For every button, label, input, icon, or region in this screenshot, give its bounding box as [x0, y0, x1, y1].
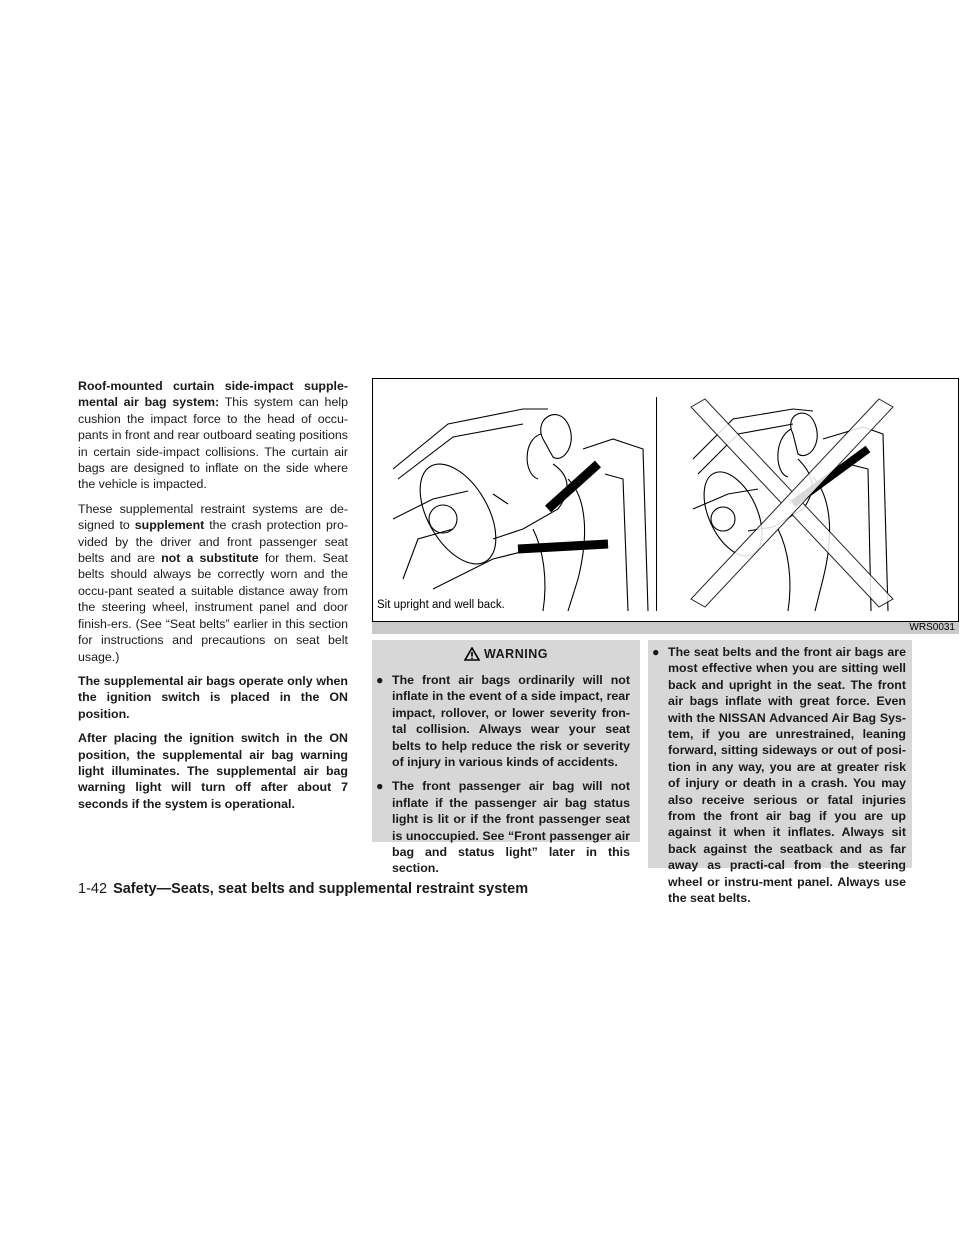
supplement-text-a: These supplemental restraint systems are de-signed to	[78, 501, 348, 533]
figure-caption: Sit upright and well back.	[377, 599, 505, 611]
warning-item-text: The front passenger air bag will not inflate if the passenger air bag status light is lit or if the front passenger seat is unoccupied. See “Front passenger air bag and status light” later in this section.	[392, 779, 630, 876]
warning-box	[372, 640, 960, 906]
figure-code: WRS0031	[909, 622, 955, 633]
paragraph-supplement	[78, 501, 348, 665]
paragraph-ignition-on: The supplemental air bags operate only when the ignition switch is placed in the ON position.	[78, 673, 348, 721]
section-title: Safety—Seats, seat belts and supplemental restraint system	[113, 881, 529, 897]
warning-triangle-icon	[464, 647, 480, 661]
warning-column-2	[648, 640, 912, 906]
correct-posture-drawing	[393, 409, 648, 611]
bullet: ●	[376, 673, 384, 687]
supplement-emphasis: supplement	[134, 518, 205, 533]
not-substitute-emphasis: not a substitute	[161, 551, 259, 566]
warning-item	[376, 778, 630, 876]
warning-item-text: The front air bags ordinarily will not inflate in the event of a side impact, rear impact, rollover, or lower severity fron-tal collision. Always wear your seat belts to help reduce the risk or severity of injury in various kinds of accidents.	[392, 673, 630, 770]
illustration-frame	[372, 378, 959, 622]
supplement-text-e: for them. Seat belts should always be correctly worn and the occu-pant seated a suitable distance away from the steering wheel, instrument panel and door finish-ers. (See “Seat belts” earlier in this section for instructions and precautions on seat belt usage.)	[78, 551, 348, 664]
left-text-column	[78, 378, 348, 820]
shoulder-belt	[548, 464, 598, 509]
warning-item	[376, 672, 630, 770]
lap-belt	[518, 544, 608, 549]
warning-column-1	[372, 668, 640, 876]
warning-item	[652, 644, 906, 907]
supplement-text-c: the crash protection pro-vided by the driver and front passenger seat belts and are	[78, 518, 349, 566]
page-number: 1-42	[78, 881, 108, 897]
warning-item-text: The seat belts and the front air bags are most effective when you are sitting well back and upright in the seat. The front air bags inflate with great force. Even with the NISSAN Advanced Air Bag Sys-tem, if you are unrestrained, leaning forward, sitting sideways or out of posi-tion in any way, you are at greater risk of injury or death in a crash. You may also receive serious or fatal injuries from the front air bag if you are up against it when it inflates. Always sit back against the seatback and as far away as practi-cal from the steering wheel or instru-ment panel. Always use the seat belts.	[668, 645, 906, 906]
bullet: ●	[376, 779, 384, 794]
curtain-airbag-heading: Roof-mounted curtain side-impact supple-mental air bag system:	[78, 379, 348, 410]
bullet: ●	[652, 645, 660, 659]
panel-divider	[656, 397, 657, 611]
warning-header	[372, 640, 640, 668]
seating-illustration	[373, 379, 958, 621]
curtain-airbag-text: This system can help cushion the impact force to the head of occu-pants in front and rear outboard seating positions in certain side-impact collisions. The curtain air bags are designed to inflate on the side where the vehicle is impacted.	[78, 395, 348, 492]
seating-illustration-figure	[372, 378, 960, 634]
page-footer	[78, 881, 528, 897]
figure-code-bar	[372, 622, 959, 634]
warning-title: WARNING	[484, 647, 548, 661]
paragraph-curtain-airbag	[78, 378, 348, 493]
paragraph-warning-light: After placing the ignition switch in the ON position, the supplemental air bag warning light illuminates. The supplemental air bag warning light will turn off after about 7 seconds if the system is operational.	[78, 731, 348, 811]
